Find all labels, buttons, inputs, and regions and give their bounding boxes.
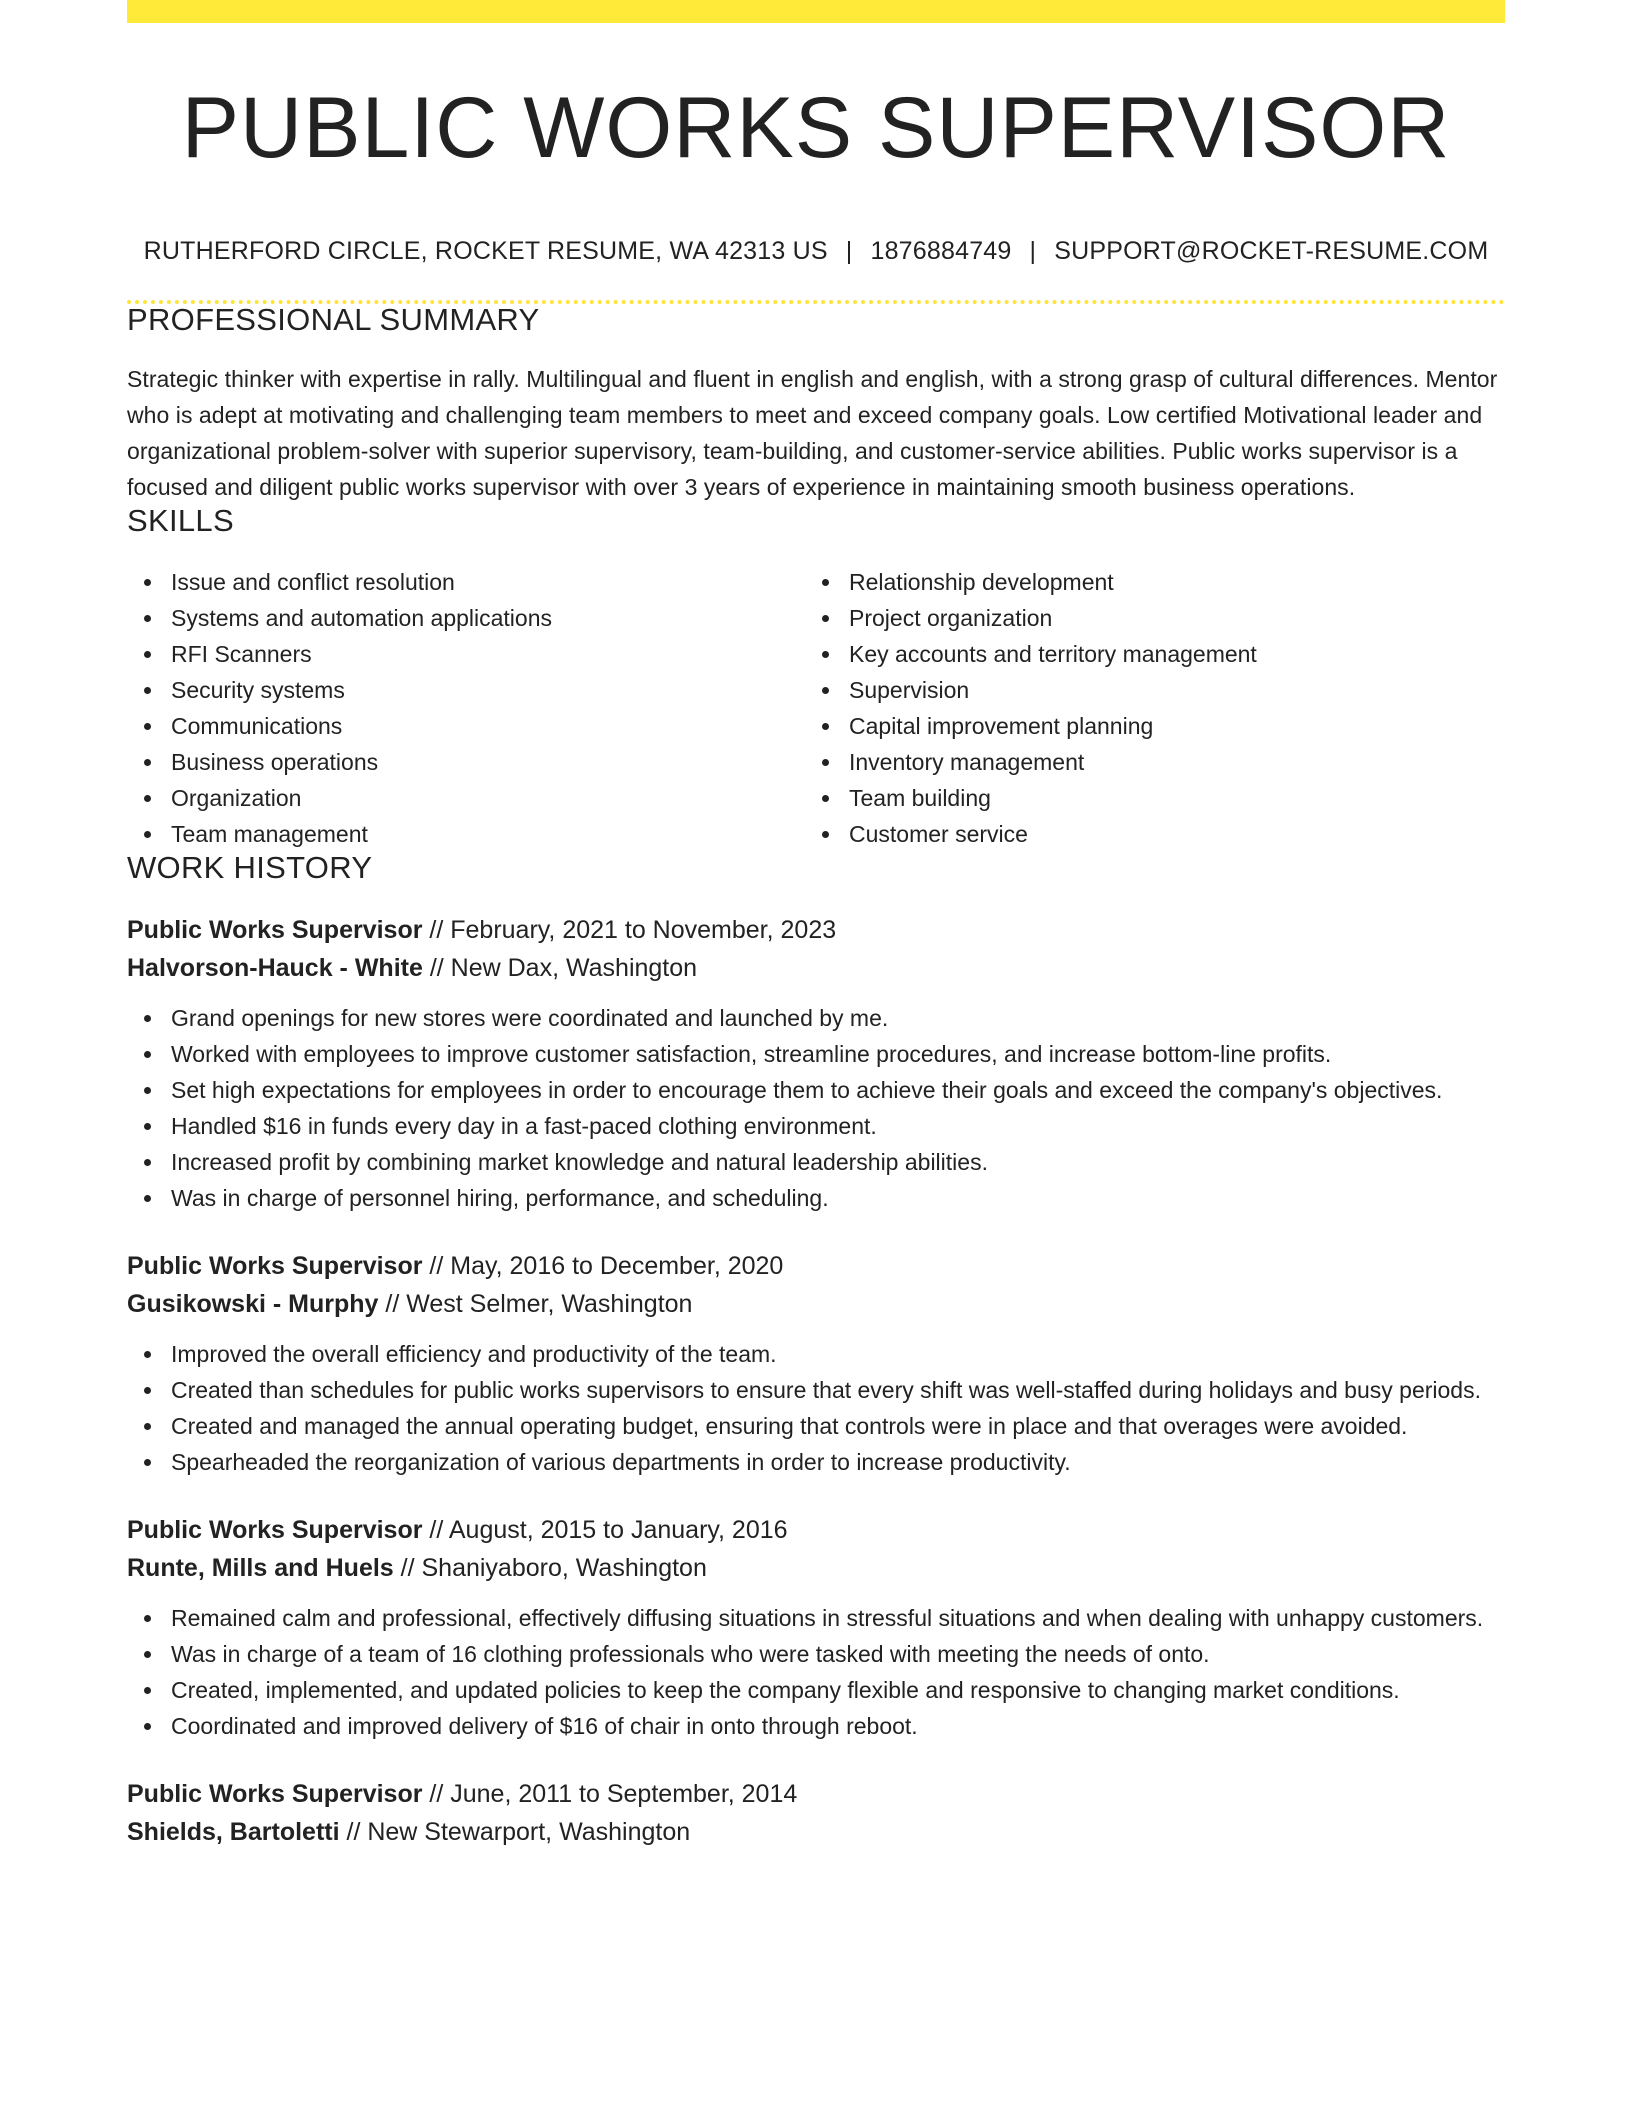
job-dates: // August, 2015 to January, 2016 [422, 1516, 788, 1544]
job-location: // Shaniyaboro, Washington [393, 1554, 707, 1582]
job-company-line [127, 1813, 1505, 1851]
job-title-line [127, 1511, 1505, 1549]
skill-item: Security systems [127, 672, 805, 708]
job-bullet: Remained calm and professional, effectively diffusing situations in stressful situations and when dealing with unhappy customers. [127, 1600, 1505, 1636]
job-company: Shields, Bartoletti [127, 1818, 340, 1846]
email-address[interactable]: SUPPORT@ROCKET-RESUME.COM [1054, 237, 1489, 265]
skill-item: Project organization [805, 600, 1483, 636]
contact-line [127, 239, 1505, 264]
job-bullet: Improved the overall efficiency and productivity of the team. [127, 1336, 1505, 1372]
job-title: Public Works Supervisor [127, 1516, 423, 1544]
job-dates: // May, 2016 to December, 2020 [422, 1252, 784, 1280]
top-accent-bar [127, 0, 1505, 23]
job-title-line [127, 1775, 1505, 1813]
job-title: Public Works Supervisor [127, 1780, 423, 1808]
job-entry [127, 1511, 1505, 1744]
summary-heading: PROFESSIONAL SUMMARY [127, 302, 540, 337]
contact-separator: | [1029, 237, 1037, 265]
skill-item: Inventory management [805, 744, 1483, 780]
job-bullet: Spearheaded the reorganization of various departments in order to increase productivity. [127, 1444, 1505, 1480]
skill-item: Organization [127, 780, 805, 816]
skill-item: RFI Scanners [127, 636, 805, 672]
job-entry [127, 1247, 1505, 1480]
job-bullets [127, 1336, 1505, 1480]
skills-columns [127, 564, 1505, 852]
resume-title: PUBLIC WORKS SUPERVISOR [181, 80, 1451, 176]
job-bullet: Was in charge of a team of 16 clothing professionals who were tasked with meeting the needs of onto. [127, 1636, 1505, 1672]
summary-text: Strategic thinker with expertise in rally. Multilingual and fluent in english and english, with a strong grasp of cultural differences. Mentor who is adept at motivating and challenging team members to meet and exceed company goals. Low certified Motivational leader and organizational problem-solver with superior supervisory, team-building, and customer-service abilities. Public works supervisor is a focused and diligent public works supervisor with over 3 years of experience in maintaining smooth business operations. [127, 366, 1498, 500]
job-dates: // February, 2021 to November, 2023 [422, 916, 837, 944]
job-bullet: Worked with employees to improve customer satisfaction, streamline procedures, and increase bottom-line profits. [127, 1036, 1505, 1072]
job-bullet: Increased profit by combining market knowledge and natural leadership abilities. [127, 1144, 1505, 1180]
skill-item: Team building [805, 780, 1483, 816]
job-company-line [127, 949, 1505, 987]
skill-item: Systems and automation applications [127, 600, 805, 636]
skills-right-list [805, 564, 1483, 852]
job-entry [127, 911, 1505, 1216]
skills-heading: SKILLS [127, 503, 234, 538]
resume-page [127, 0, 1505, 1851]
job-title: Public Works Supervisor [127, 1252, 423, 1280]
job-company-line [127, 1549, 1505, 1587]
job-title-line [127, 1247, 1505, 1285]
address: RUTHERFORD CIRCLE, ROCKET RESUME, WA 42313 US [143, 237, 828, 265]
job-bullet: Coordinated and improved delivery of $16 of chair in onto through reboot. [127, 1708, 1505, 1744]
skill-item: Team management [127, 816, 805, 852]
job-bullet: Was in charge of personnel hiring, performance, and scheduling. [127, 1180, 1505, 1216]
skill-item: Relationship development [805, 564, 1483, 600]
job-bullets [127, 1600, 1505, 1744]
job-bullet: Created than schedules for public works supervisors to ensure that every shift was well-staffed during holidays and busy periods. [127, 1372, 1505, 1408]
skill-item: Key accounts and territory management [805, 636, 1483, 672]
job-company: Halvorson-Hauck - White [127, 954, 423, 982]
job-company: Runte, Mills and Huels [127, 1554, 394, 1582]
skill-item: Customer service [805, 816, 1483, 852]
job-bullet: Created, implemented, and updated policies to keep the company flexible and responsive to changing market conditions. [127, 1672, 1505, 1708]
skill-item: Business operations [127, 744, 805, 780]
job-bullets [127, 1000, 1505, 1216]
contact-separator: | [845, 237, 853, 265]
job-company: Gusikowski - Murphy [127, 1290, 379, 1318]
job-location: // West Selmer, Washington [378, 1290, 693, 1318]
skill-item: Supervision [805, 672, 1483, 708]
job-bullet: Set high expectations for employees in order to encourage them to achieve their goals and exceed the company's objectives. [127, 1072, 1505, 1108]
job-entry [127, 1775, 1505, 1851]
skill-item: Communications [127, 708, 805, 744]
job-company-line [127, 1285, 1505, 1323]
work-history-heading: WORK HISTORY [127, 850, 373, 885]
phone-number: 1876884749 [870, 237, 1012, 265]
job-location: // New Stewarport, Washington [339, 1818, 691, 1846]
skills-left-list [127, 564, 805, 852]
job-title-line [127, 911, 1505, 949]
skill-item: Capital improvement planning [805, 708, 1483, 744]
job-bullet: Created and managed the annual operating budget, ensuring that controls were in place and that overages were avoided. [127, 1408, 1505, 1444]
skill-item: Issue and conflict resolution [127, 564, 805, 600]
job-location: // New Dax, Washington [422, 954, 698, 982]
job-bullet: Grand openings for new stores were coordinated and launched by me. [127, 1000, 1505, 1036]
job-bullet: Handled $16 in funds every day in a fast-paced clothing environment. [127, 1108, 1505, 1144]
job-dates: // June, 2011 to September, 2014 [422, 1780, 798, 1808]
job-title: Public Works Supervisor [127, 916, 423, 944]
